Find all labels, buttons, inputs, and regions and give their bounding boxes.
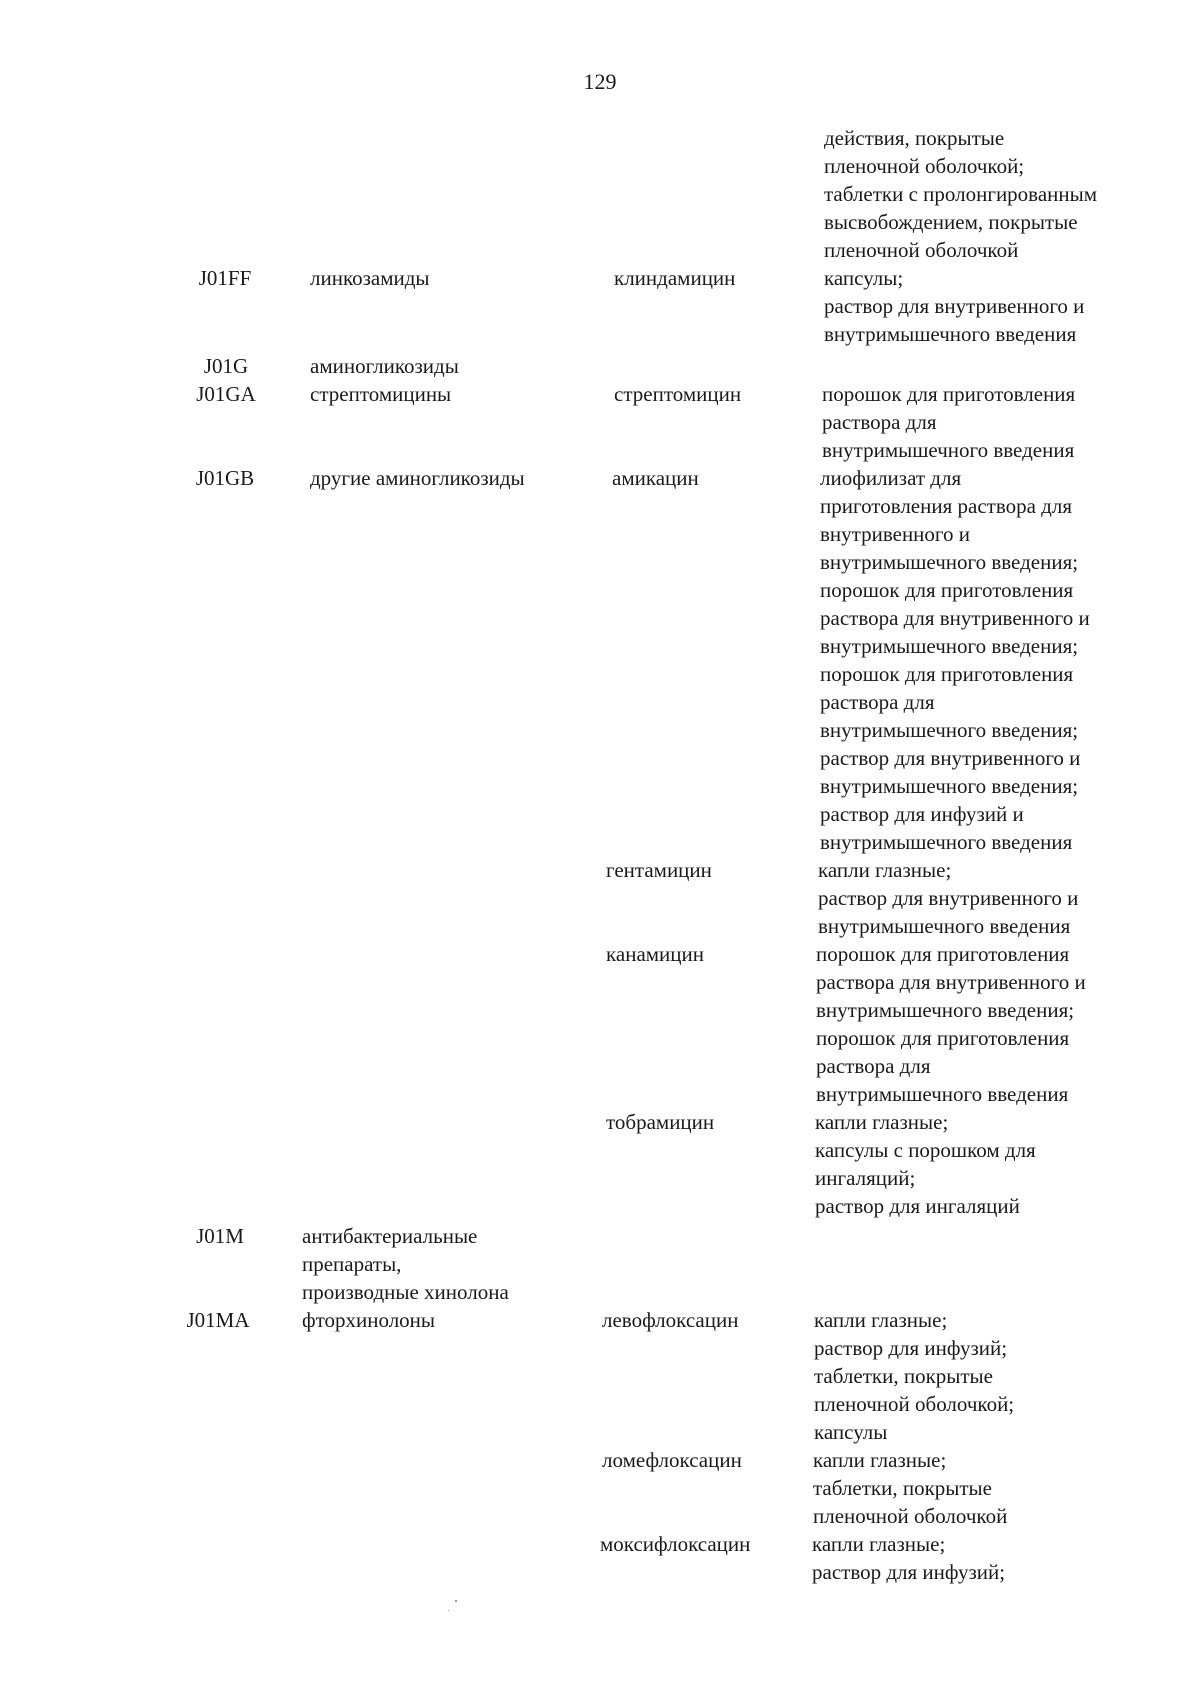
drug-name: амикацин (612, 466, 699, 490)
form-line: раствора для (822, 410, 937, 434)
atc-code: J01G (203, 354, 249, 378)
group-line: препараты, (302, 1252, 402, 1276)
form-line: порошок для приготовления (822, 382, 1076, 406)
form-line: порошок для приготовления (816, 1026, 1070, 1050)
form-line: капсулы (814, 1420, 888, 1444)
group-line: антибактериальные (302, 1224, 478, 1248)
atc-group (302, 1222, 509, 1306)
scan-speck (455, 1600, 457, 1602)
drug-name: левофлоксацин (602, 1308, 739, 1332)
form-line: внутримышечного введения; (820, 634, 1079, 658)
form-line: внутримышечного введения; (816, 998, 1075, 1022)
form-line: таблетки с пролонгированным (824, 182, 1098, 206)
atc-code: J01GB (195, 466, 255, 490)
form-line: раствор для инфузий; (814, 1336, 1008, 1360)
drug-name: моксифлоксацин (600, 1532, 751, 1556)
form-line: ингаляций; (815, 1166, 916, 1190)
dosage-forms (822, 380, 1075, 464)
dosage-forms (818, 856, 1078, 940)
form-line: раствор для ингаляций (815, 1194, 1020, 1218)
drug-name: канамицин (606, 942, 705, 966)
dosage-forms (814, 1306, 1014, 1446)
dosage-forms (812, 1530, 1005, 1586)
form-line: внутримышечного введения (822, 438, 1075, 462)
dosage-forms (813, 1446, 1007, 1530)
drug-name: тобрамицин (606, 1110, 715, 1134)
form-line: порошок для приготовления (820, 662, 1074, 686)
form-line: капсулы с порошком для (815, 1138, 1036, 1162)
form-line: раствор для внутривенного и (818, 886, 1079, 910)
form-line: порошок для приготовления (816, 942, 1070, 966)
form-line: пленочной оболочкой; (824, 154, 1025, 178)
form-line: капли глазные; (812, 1532, 946, 1556)
forms-continuation (824, 124, 1097, 264)
group-line: производные хинолона (302, 1280, 509, 1304)
form-line: высвобождением, покрытые (824, 210, 1078, 234)
dosage-forms (824, 264, 1084, 348)
form-line: внутримышечного введения; (820, 550, 1079, 574)
form-line: внутримышечного введения (820, 830, 1073, 854)
atc-code: J01GA (196, 382, 256, 406)
drug-name: гентамицин (606, 858, 712, 882)
form-line: раствора для (816, 1054, 931, 1078)
drug-name: клиндамицин (614, 266, 736, 290)
atc-group: стрептомицины (310, 382, 452, 406)
form-line: внутримышечного введения; (820, 718, 1079, 742)
form-line: раствор для внутривенного и (820, 746, 1081, 770)
form-line: внутривенного и (820, 522, 970, 546)
atc-group: линкозамиды (310, 266, 430, 290)
form-line: таблетки, покрытые (813, 1476, 992, 1500)
form-line: порошок для приготовления (820, 578, 1074, 602)
form-line: приготовления раствора для (820, 494, 1072, 518)
form-line: пленочной оболочкой; (814, 1392, 1015, 1416)
form-line: раствора для внутривенного и (816, 970, 1086, 994)
form-line: раствор для инфузий; (812, 1560, 1006, 1584)
form-line: капли глазные; (814, 1308, 948, 1332)
form-line: раствор для инфузий и (820, 802, 1024, 826)
atc-group: аминогликозиды (310, 354, 459, 378)
form-line: действия, покрытые (824, 126, 1005, 150)
atc-group: фторхинолоны (302, 1308, 436, 1332)
page-number: 129 (583, 69, 617, 94)
form-line: капли глазные; (818, 858, 952, 882)
form-line: пленочной оболочкой (824, 238, 1019, 262)
form-line: капсулы; (824, 266, 904, 290)
form-line: внутримышечного введения (824, 322, 1077, 346)
form-line: раствора для (820, 690, 935, 714)
form-line: раствора для внутривенного и (820, 606, 1090, 630)
atc-group: другие аминогликозиды (310, 466, 525, 490)
form-line: капли глазные; (813, 1448, 947, 1472)
dosage-forms (816, 940, 1086, 1108)
form-line: внутримышечного введения (816, 1082, 1069, 1106)
atc-code: J01M (196, 1224, 244, 1248)
drug-name: ломефлоксацин (602, 1448, 742, 1472)
form-line: капли глазные; (815, 1110, 949, 1134)
dosage-forms (820, 464, 1090, 856)
form-line: таблетки, покрытые (814, 1364, 993, 1388)
form-line: пленочной оболочкой (813, 1504, 1008, 1528)
form-line: внутримышечного введения (818, 914, 1071, 938)
atc-code: J01FF (198, 266, 252, 290)
form-line: лиофилизат для (820, 466, 962, 490)
dosage-forms (815, 1108, 1036, 1220)
form-line: раствор для внутривенного и (824, 294, 1085, 318)
scan-speck (448, 1610, 449, 1611)
form-line: внутримышечного введения; (820, 774, 1079, 798)
atc-code: J01MA (186, 1308, 250, 1332)
drug-name: стрептомицин (614, 382, 742, 406)
